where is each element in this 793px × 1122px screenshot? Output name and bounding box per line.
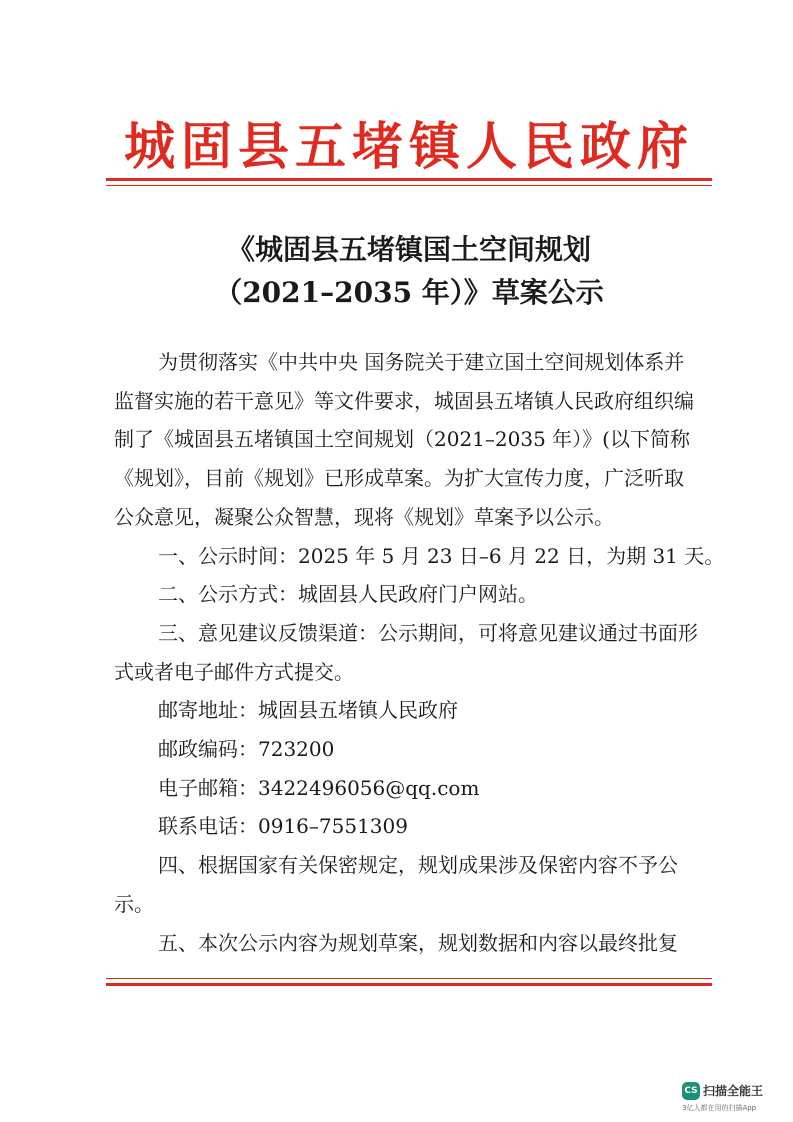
feedback-channel: 三、意见建议反馈渠道：公示期间，可将意见建议通过书面形式或者电子邮件方式提交。 [114, 620, 698, 684]
contact-phone: 联系电话：0916–7551309 [158, 814, 408, 839]
intro-paragraph: 为贯彻落实《中共中央 国务院关于建立国土空间规划体系并监督实施的若干意见》等文件要求，城固县五堵镇人民政府组织编制了《城固县五堵镇国土空间规划（2021–2035 年）》(以下简称《规划》，目前《规划》已形成草案。为扩大宣传力度，广泛听取公众意见，凝聚公众智慧，现将《规划》草案予以公示。 [114, 350, 694, 529]
title-line-2: （2021–2035 年）》草案公示 [214, 276, 604, 309]
postal-code: 邮政编码：723200 [158, 737, 335, 762]
draft-note: 五、本次公示内容为规划草案，规划数据和内容以最终批复 [158, 930, 678, 955]
notice-time: 一、公示时间：2025 年 5 月 23 日–6 月 22 日，为期 31 天。 [158, 543, 725, 568]
scanner-logo-icon: CS [682, 1082, 700, 1100]
footer-rule-thick [106, 983, 712, 986]
scanner-slogan: 3亿人都在用的扫描App [682, 1103, 757, 1112]
header-rule-thin [106, 185, 712, 186]
mailing-address: 邮寄地址：城固县五堵镇人民政府 [158, 698, 458, 723]
confidentiality-note: 四、根据国家有关保密规定，规划成果涉及保密内容不予公示。 [114, 853, 678, 916]
document-title [106, 228, 712, 314]
footer-rule-thin [106, 978, 712, 979]
issuer-name: 城固县五堵镇人民政府 [123, 117, 694, 177]
document-body [114, 343, 725, 962]
notice-method: 二、公示方式：城固县人民政府门户网站。 [158, 582, 538, 607]
title-line-1: 《城固县五堵镇国土空间规划 [226, 233, 591, 266]
email-address: 电子邮箱：3422496056@qq.com [158, 775, 480, 800]
header-rule-thick [106, 178, 712, 181]
scanner-watermark [682, 1080, 786, 1113]
scanner-app-name: 扫描全能王 [703, 1084, 764, 1098]
